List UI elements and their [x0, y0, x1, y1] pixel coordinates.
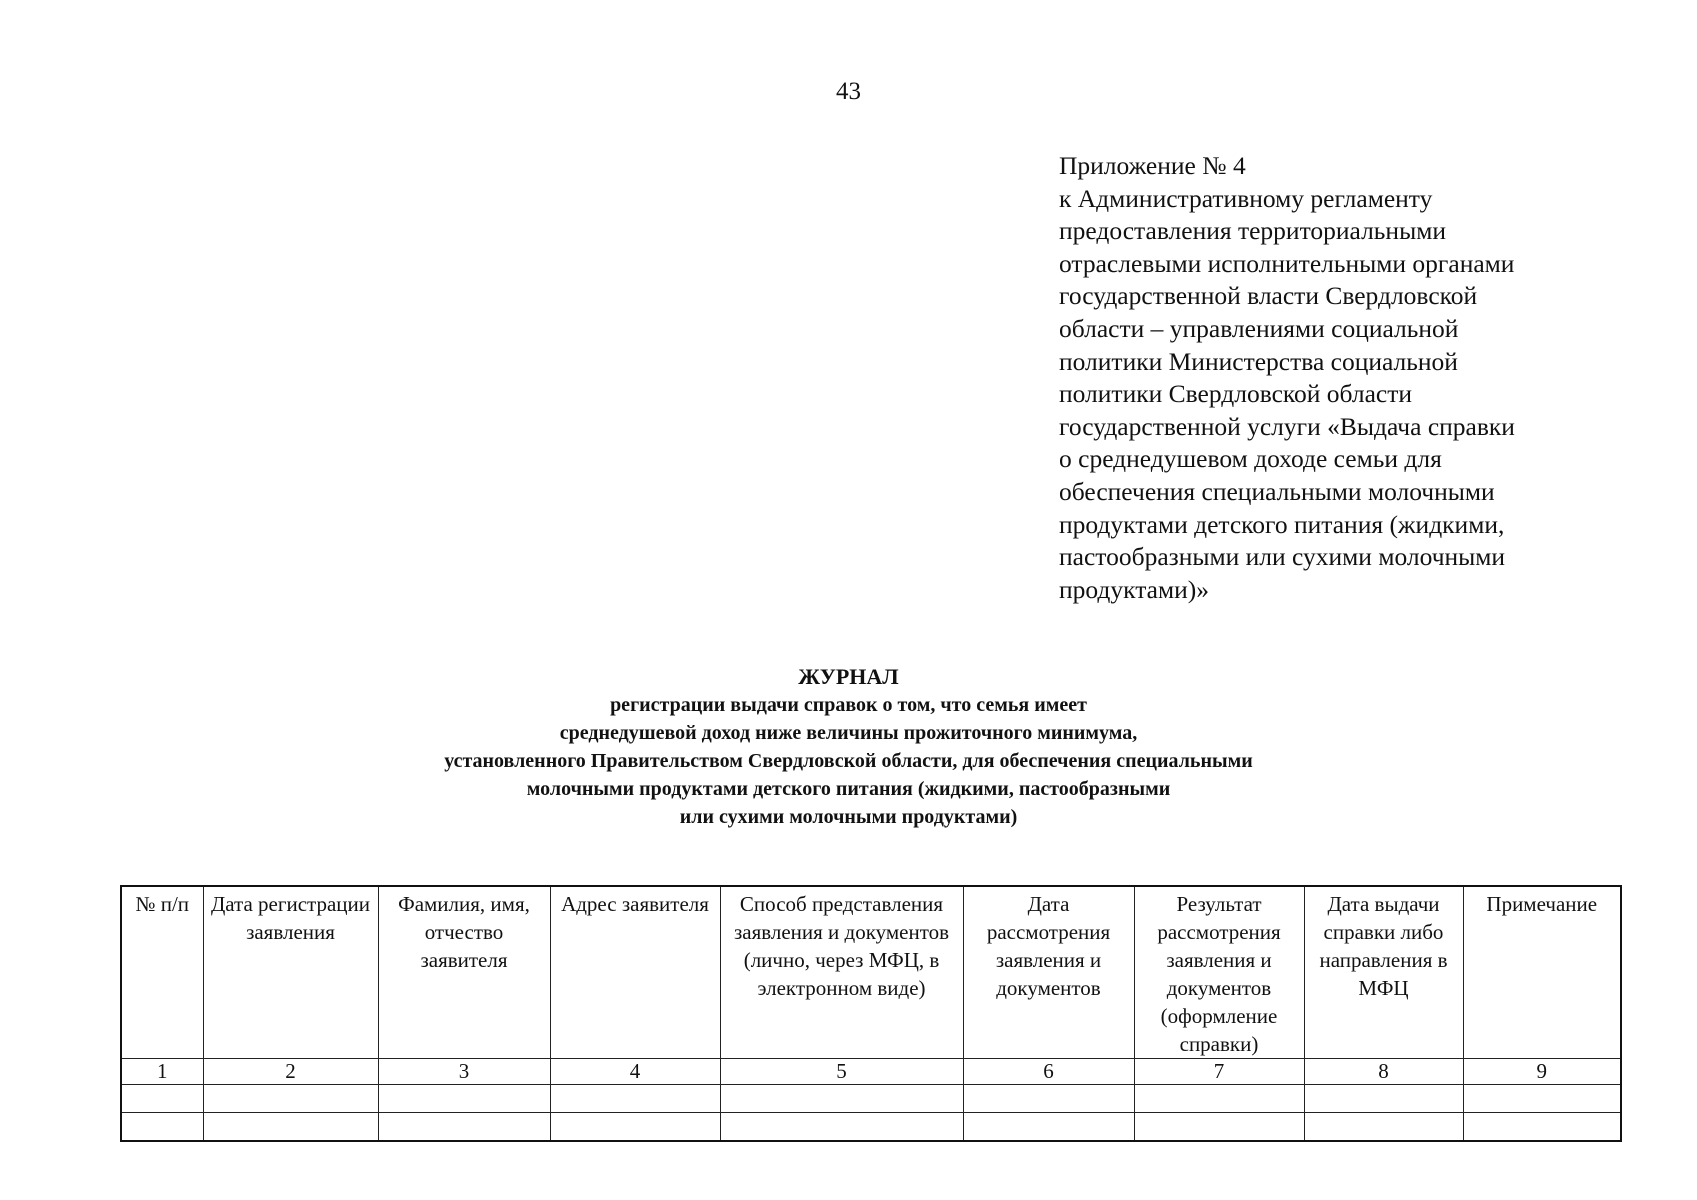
appendix-line: предоставления территориальными	[1059, 216, 1446, 246]
journal-subtitle	[0, 691, 1697, 831]
table-cell	[1134, 1113, 1304, 1142]
column-header-review-result: Результат рассмотрения заявления и документов (оформление справки)	[1134, 886, 1304, 1059]
table-cell	[550, 1113, 720, 1142]
appendix-line: области – управлениями социальной	[1059, 313, 1459, 343]
table-cell	[963, 1085, 1134, 1113]
column-number: 3	[378, 1059, 550, 1085]
column-header-note: Примечание	[1463, 886, 1621, 1059]
journal-subtitle-line: установленного Правительством Свердловской области, для обеспечения специальными	[444, 750, 1253, 772]
appendix-line: отраслевыми исполнительными органами	[1059, 248, 1515, 278]
appendix-line: политики Свердловской области	[1059, 379, 1413, 409]
column-number: 7	[1134, 1059, 1304, 1085]
journal-title: ЖУРНАЛ	[798, 664, 899, 689]
table-cell	[550, 1085, 720, 1113]
appendix-line: к Административному регламенту	[1059, 183, 1433, 213]
appendix-line: политики Министерства социальной	[1059, 346, 1458, 376]
column-header-number: № п/п	[121, 886, 203, 1059]
table-cell	[203, 1113, 378, 1142]
appendix-line: продуктами)»	[1059, 574, 1209, 604]
table-header-row	[121, 886, 1621, 1059]
journal-subtitle-line: молочными продуктами детского питания (жидкими, пастообразными	[526, 778, 1171, 800]
table-cell	[1463, 1085, 1621, 1113]
table-row	[121, 1085, 1621, 1113]
column-number: 8	[1304, 1059, 1463, 1085]
column-header-applicant-name: Фамилия, имя, отчество заявителя	[378, 886, 550, 1059]
appendix-line: обеспечения специальными молочными	[1059, 476, 1495, 506]
column-number: 4	[550, 1059, 720, 1085]
journal-subtitle-line: среднедушевой доход ниже величины прожиточного минимума,	[559, 722, 1138, 744]
column-numbers-row	[121, 1059, 1621, 1085]
column-header-submission-method: Способ представления заявления и документов (лично, через МФЦ, в электронном виде)	[720, 886, 963, 1059]
table-cell	[203, 1085, 378, 1113]
journal-subtitle-line: регистрации выдачи справок о том, что семья имеет	[610, 694, 1087, 716]
appendix-line: государственной услуги «Выдача справки	[1059, 411, 1515, 441]
journal-table	[120, 885, 1622, 1142]
column-number: 6	[963, 1059, 1134, 1085]
table-cell	[1304, 1085, 1463, 1113]
table-cell	[720, 1085, 963, 1113]
appendix-line: продуктами детского питания (жидкими,	[1059, 509, 1505, 539]
appendix-block	[1059, 150, 1599, 606]
column-header-applicant-address: Адрес заявителя	[550, 886, 720, 1059]
column-number: 9	[1463, 1059, 1621, 1085]
table-cell	[720, 1113, 963, 1142]
table-cell	[1134, 1085, 1304, 1113]
appendix-line: государственной власти Свердловской	[1059, 281, 1478, 311]
appendix-line: о среднедушевом доходе семьи для	[1059, 444, 1442, 474]
column-number: 2	[203, 1059, 378, 1085]
journal-subtitle-line: или сухими молочными продуктами)	[679, 806, 1018, 828]
table-cell	[378, 1113, 550, 1142]
table-cell	[121, 1085, 203, 1113]
column-header-review-date: Дата рассмотрения заявления и документов	[963, 886, 1134, 1059]
page-number: 43	[836, 78, 861, 105]
table-cell	[963, 1113, 1134, 1142]
table-cell	[1463, 1113, 1621, 1142]
column-number: 1	[121, 1059, 203, 1085]
appendix-line: Приложение № 4	[1059, 151, 1246, 180]
column-header-issue-date: Дата выдачи справки либо направления в МФЦ	[1304, 886, 1463, 1059]
table-row	[121, 1113, 1621, 1142]
table-cell	[378, 1085, 550, 1113]
appendix-line: пастообразными или сухими молочными	[1059, 542, 1506, 572]
column-header-registration-date: Дата регистрации заявления	[203, 886, 378, 1059]
column-number: 5	[720, 1059, 963, 1085]
table-cell	[1304, 1113, 1463, 1142]
table-cell	[121, 1113, 203, 1142]
